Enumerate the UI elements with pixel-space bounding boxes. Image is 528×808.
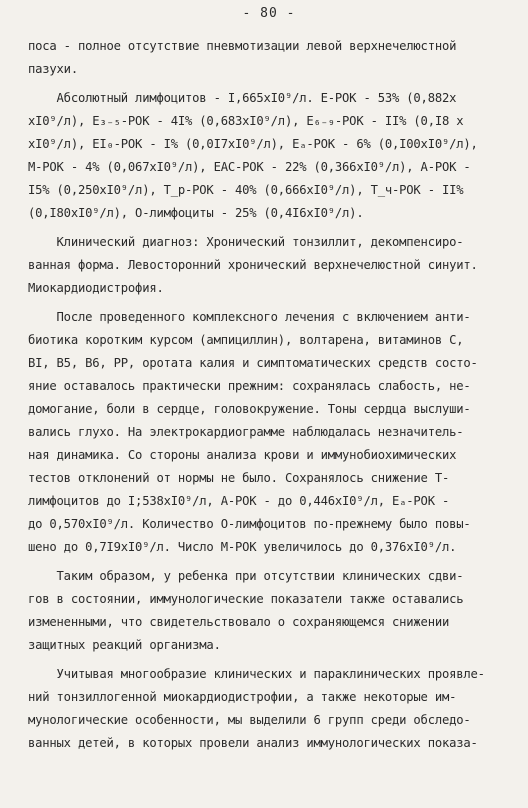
text-line: ний тонзиллогенной миокардиодистрофии, а также некоторые им- xyxy=(28,690,457,704)
text-line: измененными, что свидетельствовало о сохраняющемся снижении xyxy=(28,615,450,629)
text-line: биотика коротким курсом (ампициллин), волтарена, витаминов С, xyxy=(28,333,464,347)
paragraph xyxy=(28,663,510,755)
paragraph xyxy=(28,306,510,559)
text-line: I5% (0,250xI0⁹/л), Т_р-РОК - 40% (0,666xI0⁹/л), Т_ч-РОК - II% xyxy=(28,183,464,197)
text-line: домогание, боли в сердце, головокружение. Тоны сердца выслуши- xyxy=(28,402,471,416)
text-line: мунологические особенности, мы выделили 6 групп среди обследо- xyxy=(28,713,471,727)
text-line: вались глухо. На электрокардиограмме наблюдалась незначитель- xyxy=(28,425,464,439)
text-line: защитных реакций организма. xyxy=(28,638,221,652)
text-line: поса - полное отсутствие пневмотизации левой верхнечелюстной xyxy=(28,39,457,53)
text-line: шено до 0,7I9xI0⁹/л. Число М-РОК увеличилось до 0,376xI0⁹/л. xyxy=(28,540,457,554)
text-line: гов в состоянии, иммунологические показатели также оставались xyxy=(28,592,464,606)
text-line: Миокардиодистрофия. xyxy=(28,281,164,295)
text-line: BI, B5, B6, PP, оротата калия и симптоматических средств состо- xyxy=(28,356,478,370)
paragraph xyxy=(28,231,510,300)
text-line: тестов отклонений от нормы не было. Сохранялось снижение Т- xyxy=(28,471,450,485)
text-line: Клинический диагноз: Хронический тонзиллит, декомпенсиро- xyxy=(28,235,464,249)
text-line: хI0⁹/л), ЕI₀-РОК - I% (0,0I7xI0⁹/л), Eₐ-РОК - 6% (0,I00xI0⁹/л), xyxy=(28,137,478,151)
paragraph xyxy=(28,565,510,657)
text-line: хI0⁹/л), Е₃₋₅-РОК - 4I% (0,683xI0⁹/л), Е₆₋₉-РОК - II% (0,I8 х xyxy=(28,114,464,128)
text-line: После проведенного комплексного лечения с включением анти- xyxy=(28,310,471,324)
paragraph xyxy=(28,87,510,225)
text-line: пазухи. xyxy=(28,62,78,76)
text-line: ванная форма. Левосторонний хронический верхнечелюстной синуит. xyxy=(28,258,478,272)
text-line: Учитывая многообразие клинических и параклинических проявле- xyxy=(28,667,485,681)
text-line: ванных детей, в которых провели анализ иммунологических показа- xyxy=(28,736,478,750)
text-line: яние оставалось практически прежним: сохранялась слабость, не- xyxy=(28,379,471,393)
text-line: Таким образом, у ребенка при отсутствии клинических сдви- xyxy=(28,569,464,583)
text-line: М-РОК - 4% (0,067xI0⁹/л), ЕАС-РОК - 22% (0,366xI0⁹/л), А-РОК - xyxy=(28,160,471,174)
text-line: Абсолютный лимфоцитов - I,665xI0⁹/л. Е-РОК - 53% (0,882х xyxy=(28,91,457,105)
text-line: ная динамика. Со стороны анализа крови и иммунобиохимических xyxy=(28,448,457,462)
paragraph xyxy=(28,35,510,81)
text-line: лимфоцитов до I;538xI0⁹/л, А-РОК - до 0,446xI0⁹/л, Eₐ-РОК - xyxy=(28,494,450,508)
page-number: - 80 - xyxy=(242,6,296,21)
text-line: до 0,570xI0⁹/л. Количество О-лимфоцитов по-прежнему было повы- xyxy=(28,517,471,531)
text-line: (0,I80xI0⁹/л), О-лимфоциты - 25% (0,4I6xI0⁹/л). xyxy=(28,206,364,220)
document-body xyxy=(28,35,510,755)
